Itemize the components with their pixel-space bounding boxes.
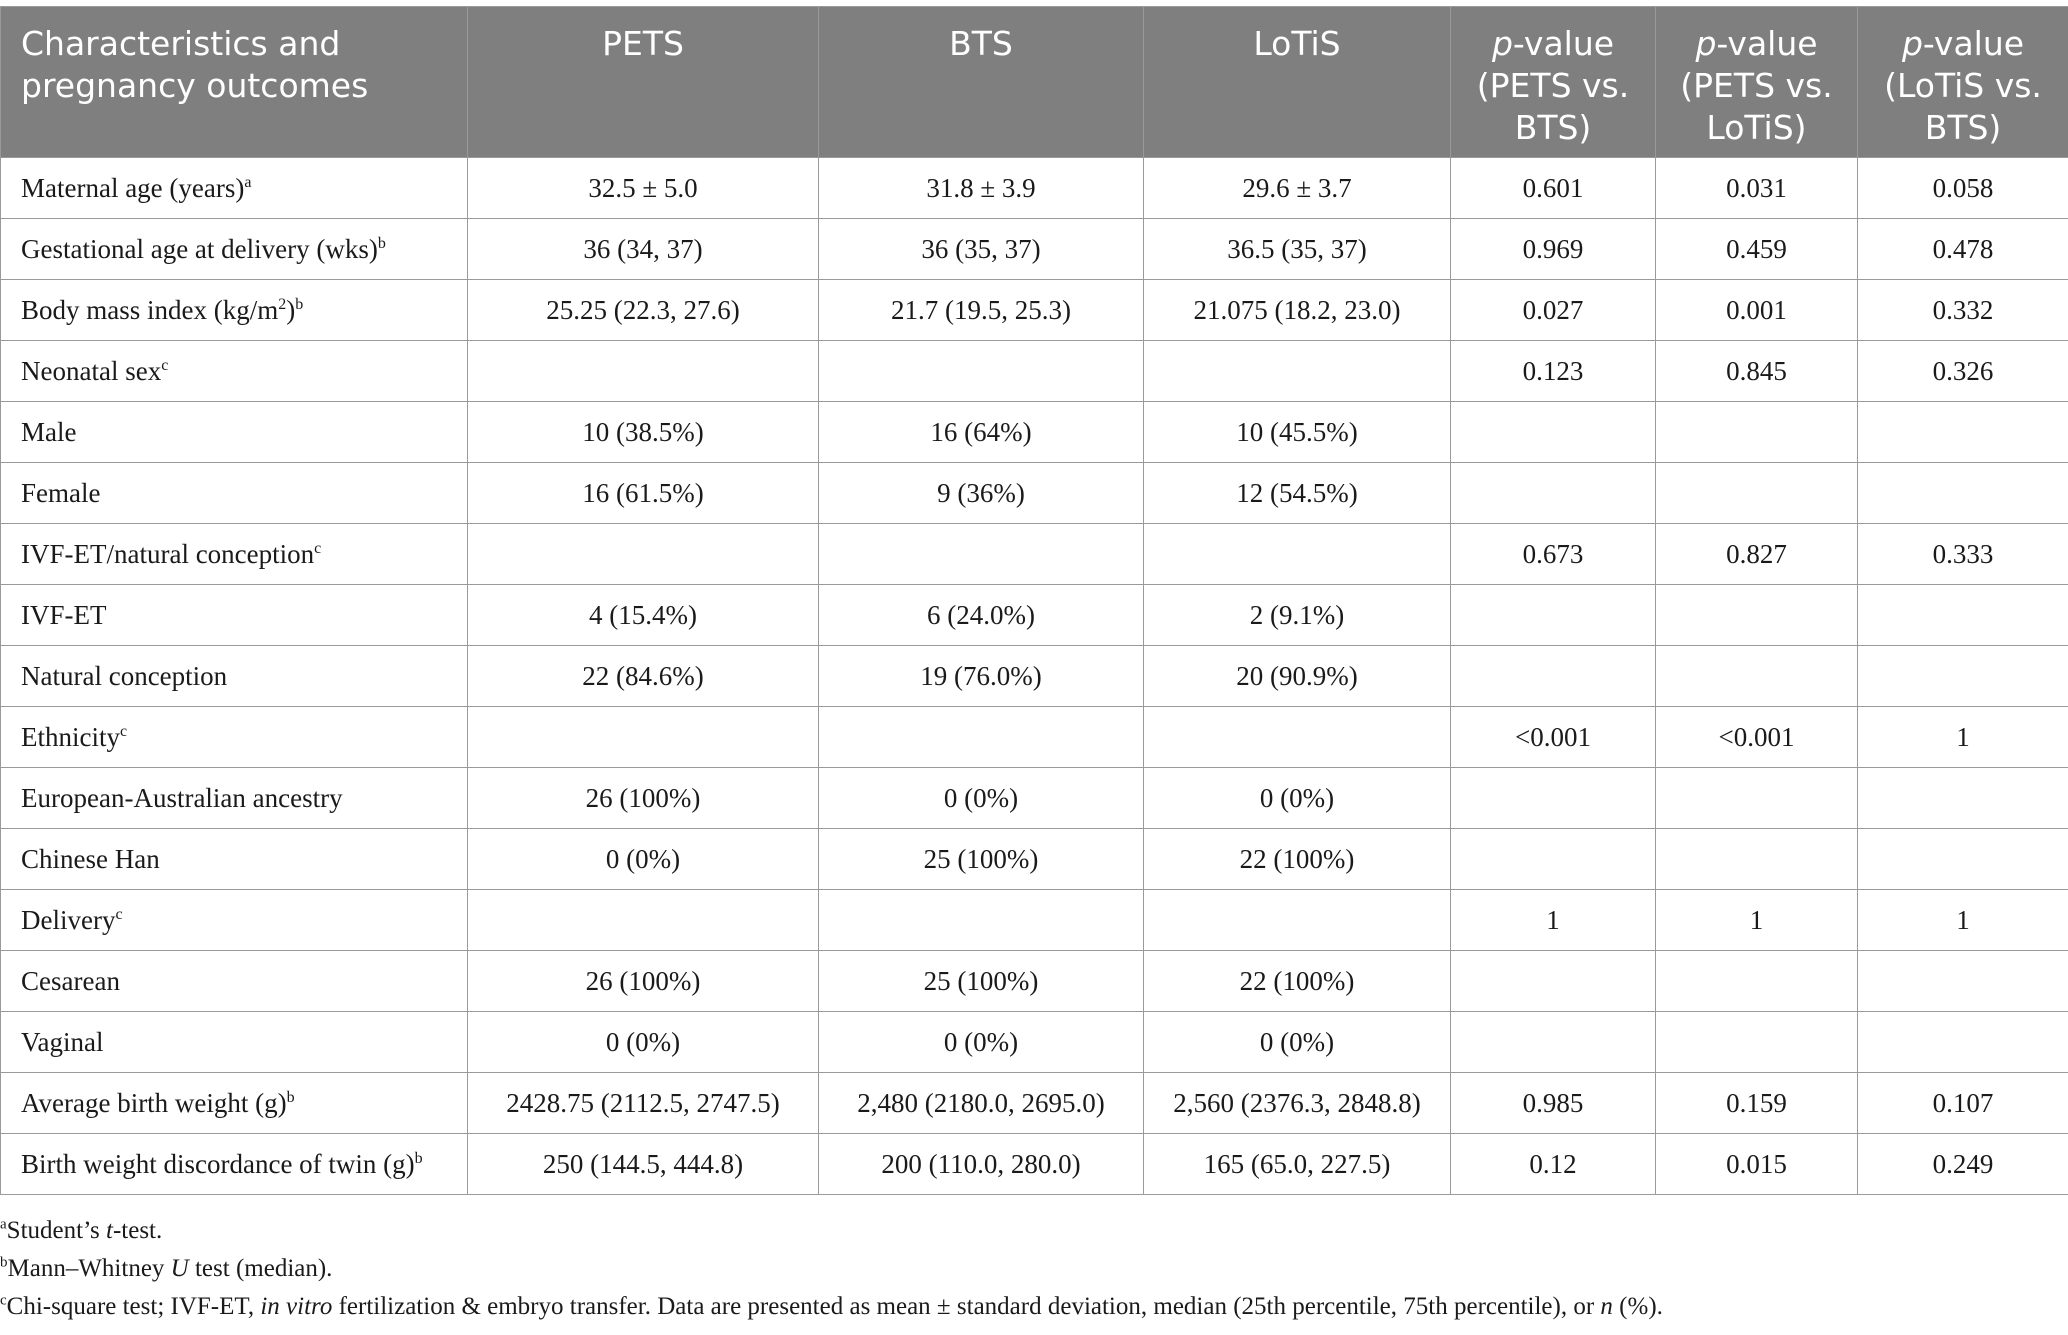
cell-pets: 26 (100%) xyxy=(468,768,819,829)
header-row xyxy=(1,7,2068,158)
row-label: Birth weight discordance of twin (g) xyxy=(21,1148,415,1179)
header-pvalue-text: -value (PETS vs. LoTiS) xyxy=(1680,24,1833,147)
cell-lotis xyxy=(1144,890,1451,951)
cell-lotis: 0 (0%) xyxy=(1144,768,1451,829)
table-row xyxy=(1,1012,2068,1073)
header-p-italic: p xyxy=(1491,24,1513,63)
cell-bts: 21.7 (19.5, 25.3) xyxy=(819,280,1144,341)
footnote-mark: a xyxy=(0,1216,7,1233)
cell-pvalue-pets-vs-lotis xyxy=(1656,585,1858,646)
cell-pvalue-pets-vs-bts: <0.001 xyxy=(1451,707,1656,768)
unit-superscript: 2 xyxy=(278,295,287,313)
cell-lotis xyxy=(1144,341,1451,402)
row-label: Ethnicity xyxy=(21,721,120,752)
cell-bts: 31.8 ± 3.9 xyxy=(819,158,1144,219)
header-p-italic: p xyxy=(1695,24,1717,63)
cell-lotis: 29.6 ± 3.7 xyxy=(1144,158,1451,219)
footnote-mark: b xyxy=(286,1088,295,1106)
footnote-text: fertilization & embryo transfer. Data are presented as mean ± standard deviation, median (25th percentile, 75th percentile), or xyxy=(332,1293,1601,1320)
table-row xyxy=(1,585,2068,646)
table-row xyxy=(1,1134,2068,1195)
header-characteristics: Characteristics and pregnancy outcomes xyxy=(1,7,468,158)
cell-lotis xyxy=(1144,524,1451,585)
table-row xyxy=(1,890,2068,951)
footnote-mark: c xyxy=(161,356,169,374)
footnote-mark: b xyxy=(295,295,304,313)
cell-pvalue-pets-vs-bts xyxy=(1451,463,1656,524)
cell-pvalue-lotis-vs-bts xyxy=(1858,646,2068,707)
cell-lotis: 22 (100%) xyxy=(1144,951,1451,1012)
cell-bts xyxy=(819,341,1144,402)
cell-pvalue-pets-vs-bts xyxy=(1451,768,1656,829)
row-label: Vaginal xyxy=(21,1026,104,1057)
cell-lotis: 165 (65.0, 227.5) xyxy=(1144,1134,1451,1195)
cell-bts: 9 (36%) xyxy=(819,463,1144,524)
row-label: Maternal age (years) xyxy=(21,172,245,203)
table-row xyxy=(1,1073,2068,1134)
cell-pvalue-lotis-vs-bts xyxy=(1858,768,2068,829)
row-label: Neonatal sex xyxy=(21,355,162,386)
cell-pvalue-lotis-vs-bts: 1 xyxy=(1858,707,2068,768)
cell-pets: 26 (100%) xyxy=(468,951,819,1012)
row-label: IVF-ET/natural conception xyxy=(21,538,315,569)
row-label: Male xyxy=(21,416,77,447)
row-label: Chinese Han xyxy=(21,843,160,874)
row-label-cell xyxy=(1,768,468,829)
row-label-cell xyxy=(1,829,468,890)
table-row xyxy=(1,280,2068,341)
cell-pvalue-pets-vs-bts xyxy=(1451,585,1656,646)
footnote-mark: c xyxy=(115,905,123,923)
cell-pvalue-pets-vs-lotis: 0.827 xyxy=(1656,524,1858,585)
header-pvalue-pets-vs-bts xyxy=(1451,7,1656,158)
row-label: Cesarean xyxy=(21,965,120,996)
cell-pvalue-pets-vs-bts: 0.12 xyxy=(1451,1134,1656,1195)
cell-pvalue-pets-vs-bts: 0.123 xyxy=(1451,341,1656,402)
cell-pets: 25.25 (22.3, 27.6) xyxy=(468,280,819,341)
cell-pvalue-lotis-vs-bts: 0.332 xyxy=(1858,280,2068,341)
cell-pets: 16 (61.5%) xyxy=(468,463,819,524)
cell-pvalue-lotis-vs-bts: 0.249 xyxy=(1858,1134,2068,1195)
cell-pets: 32.5 ± 5.0 xyxy=(468,158,819,219)
table-row xyxy=(1,524,2068,585)
cell-pvalue-pets-vs-lotis xyxy=(1656,463,1858,524)
table-row xyxy=(1,646,2068,707)
cell-pets xyxy=(468,890,819,951)
footnote-mark: c xyxy=(0,1292,7,1309)
cell-pvalue-pets-vs-lotis xyxy=(1656,829,1858,890)
row-label: Gestational age at delivery (wks) xyxy=(21,233,378,264)
cell-pvalue-pets-vs-bts: 1 xyxy=(1451,890,1656,951)
cell-pvalue-lotis-vs-bts: 0.326 xyxy=(1858,341,2068,402)
cell-lotis: 22 (100%) xyxy=(1144,829,1451,890)
row-label: Delivery xyxy=(21,904,116,935)
footnote-italic: U xyxy=(170,1255,189,1282)
cell-pvalue-lotis-vs-bts xyxy=(1858,402,2068,463)
cell-bts: 19 (76.0%) xyxy=(819,646,1144,707)
row-label-cell xyxy=(1,890,468,951)
cell-pvalue-pets-vs-bts: 0.969 xyxy=(1451,219,1656,280)
footnote-b xyxy=(0,1250,1663,1288)
header-p-italic: p xyxy=(1901,24,1923,63)
cell-lotis: 0 (0%) xyxy=(1144,1012,1451,1073)
cell-pvalue-pets-vs-lotis xyxy=(1656,951,1858,1012)
cell-bts: 6 (24.0%) xyxy=(819,585,1144,646)
cell-pvalue-pets-vs-bts: 0.027 xyxy=(1451,280,1656,341)
row-label-cell xyxy=(1,524,468,585)
cell-pets xyxy=(468,524,819,585)
header-pvalue-text: -value (PETS vs. BTS) xyxy=(1476,24,1630,147)
cell-pets: 4 (15.4%) xyxy=(468,585,819,646)
header-pets: PETS xyxy=(468,7,819,158)
cell-bts: 0 (0%) xyxy=(819,1012,1144,1073)
cell-bts: 36 (35, 37) xyxy=(819,219,1144,280)
cell-pvalue-pets-vs-lotis: 0.031 xyxy=(1656,158,1858,219)
table-row xyxy=(1,768,2068,829)
footnote-text: Chi-square test; IVF-ET, xyxy=(6,1293,261,1320)
cell-pvalue-pets-vs-lotis: 0.459 xyxy=(1656,219,1858,280)
footnote-mark: b xyxy=(0,1254,8,1271)
cell-pets: 36 (34, 37) xyxy=(468,219,819,280)
table-header xyxy=(1,7,2068,158)
cell-bts: 16 (64%) xyxy=(819,402,1144,463)
cell-pvalue-lotis-vs-bts xyxy=(1858,585,2068,646)
row-label-cell xyxy=(1,1073,468,1134)
cell-lotis xyxy=(1144,707,1451,768)
footnote-mark: b xyxy=(377,234,386,252)
cell-pvalue-pets-vs-bts xyxy=(1451,646,1656,707)
cell-pvalue-pets-vs-bts xyxy=(1451,402,1656,463)
cell-pvalue-pets-vs-lotis: 0.001 xyxy=(1656,280,1858,341)
cell-bts: 2,480 (2180.0, 2695.0) xyxy=(819,1073,1144,1134)
row-label-cell xyxy=(1,951,468,1012)
row-label-cell xyxy=(1,1012,468,1073)
cell-pvalue-lotis-vs-bts xyxy=(1858,1012,2068,1073)
table-row xyxy=(1,341,2068,402)
footnote-text: Mann–Whitney xyxy=(7,1255,171,1282)
table-row xyxy=(1,707,2068,768)
footnote-text: test (median). xyxy=(188,1255,333,1282)
cell-pvalue-pets-vs-bts: 0.601 xyxy=(1451,158,1656,219)
table-row xyxy=(1,951,2068,1012)
footnote-text: Student’s xyxy=(6,1217,106,1244)
table-row xyxy=(1,829,2068,890)
footnote-mark: a xyxy=(244,173,252,191)
footnote-italic: t xyxy=(106,1217,113,1244)
cell-lotis: 36.5 (35, 37) xyxy=(1144,219,1451,280)
row-label-cell xyxy=(1,402,468,463)
table-row xyxy=(1,402,2068,463)
row-label-cell xyxy=(1,158,468,219)
row-label-cell xyxy=(1,707,468,768)
header-pvalue-text: -value (LoTiS vs. BTS) xyxy=(1884,24,2042,147)
cell-lotis: 12 (54.5%) xyxy=(1144,463,1451,524)
footnote-mark: c xyxy=(119,722,128,740)
cell-pets: 250 (144.5, 444.8) xyxy=(468,1134,819,1195)
footnote-text: (%). xyxy=(1612,1293,1663,1320)
row-label: European-Australian ancestry xyxy=(21,782,343,813)
cell-bts xyxy=(819,890,1144,951)
row-label-cell xyxy=(1,341,468,402)
cell-pvalue-pets-vs-lotis: 0.159 xyxy=(1656,1073,1858,1134)
row-label-cell xyxy=(1,280,468,341)
row-label-cell xyxy=(1,1134,468,1195)
cell-bts: 25 (100%) xyxy=(819,829,1144,890)
cell-pets: 22 (84.6%) xyxy=(468,646,819,707)
cell-pvalue-pets-vs-lotis: <0.001 xyxy=(1656,707,1858,768)
footnote-mark: b xyxy=(414,1149,423,1167)
row-label: Female xyxy=(21,477,101,508)
cell-pvalue-pets-vs-lotis: 0.015 xyxy=(1656,1134,1858,1195)
row-label: Body mass index (kg/m xyxy=(21,294,279,325)
cell-pets: 0 (0%) xyxy=(468,829,819,890)
row-label-cell xyxy=(1,463,468,524)
cell-lotis: 2,560 (2376.3, 2848.8) xyxy=(1144,1073,1451,1134)
cell-lotis: 2 (9.1%) xyxy=(1144,585,1451,646)
cell-bts: 200 (110.0, 280.0) xyxy=(819,1134,1144,1195)
cell-bts: 25 (100%) xyxy=(819,951,1144,1012)
cell-pets xyxy=(468,707,819,768)
cell-pvalue-pets-vs-lotis xyxy=(1656,768,1858,829)
cell-pvalue-pets-vs-bts xyxy=(1451,951,1656,1012)
cell-pvalue-lotis-vs-bts: 0.107 xyxy=(1858,1073,2068,1134)
row-label-cell xyxy=(1,585,468,646)
footnote-text: -test. xyxy=(112,1217,163,1244)
footnote-italic: in vitro xyxy=(260,1293,333,1320)
table-row xyxy=(1,463,2068,524)
cell-lotis: 10 (45.5%) xyxy=(1144,402,1451,463)
footnote-c xyxy=(0,1288,1663,1326)
cell-bts xyxy=(819,707,1144,768)
cell-pvalue-pets-vs-lotis xyxy=(1656,646,1858,707)
cell-pvalue-lotis-vs-bts: 1 xyxy=(1858,890,2068,951)
footnote-mark: c xyxy=(314,539,322,557)
table-body xyxy=(1,158,2068,1195)
cell-pvalue-lotis-vs-bts xyxy=(1858,951,2068,1012)
header-bts: BTS xyxy=(819,7,1144,158)
row-label: IVF-ET xyxy=(21,599,107,630)
row-label: Average birth weight (g) xyxy=(21,1087,287,1118)
footnotes xyxy=(0,1212,1663,1326)
header-pvalue-lotis-vs-bts xyxy=(1858,7,2068,158)
cell-pvalue-lotis-vs-bts: 0.478 xyxy=(1858,219,2068,280)
cell-pvalue-lotis-vs-bts: 0.058 xyxy=(1858,158,2068,219)
cell-lotis: 21.075 (18.2, 23.0) xyxy=(1144,280,1451,341)
table-row xyxy=(1,158,2068,219)
table-row xyxy=(1,219,2068,280)
cell-bts: 0 (0%) xyxy=(819,768,1144,829)
cell-pets xyxy=(468,341,819,402)
cell-pets: 10 (38.5%) xyxy=(468,402,819,463)
row-label-cell xyxy=(1,646,468,707)
cell-pvalue-lotis-vs-bts: 0.333 xyxy=(1858,524,2068,585)
cell-pvalue-pets-vs-lotis: 0.845 xyxy=(1656,341,1858,402)
row-label-suffix: ) xyxy=(286,294,296,325)
footnote-a xyxy=(0,1212,1663,1250)
footnote-italic: n xyxy=(1600,1293,1613,1320)
cell-pvalue-pets-vs-lotis xyxy=(1656,1012,1858,1073)
header-pvalue-pets-vs-lotis xyxy=(1656,7,1858,158)
cell-pvalue-pets-vs-bts: 0.673 xyxy=(1451,524,1656,585)
row-label: Natural conception xyxy=(21,660,228,691)
cell-pvalue-pets-vs-bts: 0.985 xyxy=(1451,1073,1656,1134)
header-lotis: LoTiS xyxy=(1144,7,1451,158)
row-label-cell xyxy=(1,219,468,280)
cell-pvalue-pets-vs-bts xyxy=(1451,829,1656,890)
cell-pvalue-pets-vs-lotis xyxy=(1656,402,1858,463)
cell-bts xyxy=(819,524,1144,585)
cell-pvalue-lotis-vs-bts xyxy=(1858,463,2068,524)
characteristics-table xyxy=(0,6,2068,1195)
cell-pets: 0 (0%) xyxy=(468,1012,819,1073)
cell-pvalue-pets-vs-bts xyxy=(1451,1012,1656,1073)
cell-pvalue-lotis-vs-bts xyxy=(1858,829,2068,890)
cell-lotis: 20 (90.9%) xyxy=(1144,646,1451,707)
cell-pets: 2428.75 (2112.5, 2747.5) xyxy=(468,1073,819,1134)
characteristics-table-container xyxy=(0,6,2068,1195)
cell-pvalue-pets-vs-lotis: 1 xyxy=(1656,890,1858,951)
